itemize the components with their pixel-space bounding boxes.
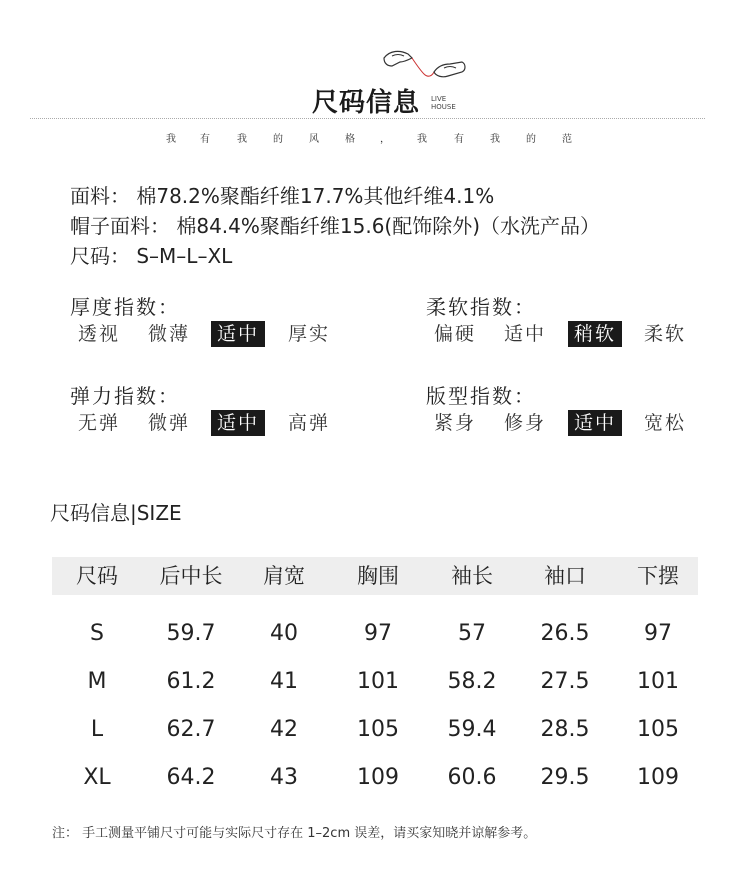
slogan-char: 有 (200, 134, 210, 145)
page-title: 尺码信息 (312, 88, 421, 118)
table-cell: 105 (357, 717, 399, 742)
slogan-char: 我 (237, 134, 247, 145)
slogan-char: 的 (526, 134, 536, 145)
table-cell: 40 (270, 621, 298, 646)
table-cell: 26.5 (540, 621, 590, 646)
table-cell: L (90, 717, 104, 742)
table-cell: 28.5 (540, 717, 590, 742)
slogan-char: 格 (345, 134, 355, 145)
table-cell: 109 (637, 765, 679, 790)
softness-option: 适中 (504, 323, 547, 345)
table-cell: M (87, 669, 107, 694)
table-cell: 59.7 (166, 621, 216, 646)
slogan-char: 风 (309, 134, 319, 145)
table-cell: 97 (644, 621, 672, 646)
elasticity-option: 高弹 (288, 412, 331, 434)
table-cell: 61.2 (166, 669, 216, 694)
table-cell: 27.5 (540, 669, 590, 694)
fit-option-selected: 适中 (568, 410, 622, 436)
elasticity-option: 无弹 (78, 412, 121, 434)
slogan-char: 范 (562, 134, 572, 145)
thickness-option: 透视 (78, 323, 121, 345)
fit-option: 修身 (504, 412, 547, 434)
column-header: 袖口 (544, 564, 586, 588)
table-cell: 109 (357, 765, 399, 790)
thickness-index-title: 厚度指数： (70, 295, 180, 319)
measurement-note: 注： 手工测量平铺尺寸可能与实际尺寸存在 1–2cm 误差，请买家知晓并谅解参考。 (52, 826, 537, 841)
thickness-option: 微薄 (148, 323, 191, 345)
table-cell: 42 (270, 717, 298, 742)
fit-index-title: 版型指数： (426, 384, 536, 408)
slogan-char: 有 (454, 134, 464, 145)
fit-option: 宽松 (644, 412, 687, 434)
table-cell: 105 (637, 717, 679, 742)
table-cell: S (90, 621, 104, 646)
column-header: 尺码 (76, 564, 118, 588)
slogan-char: 的 (273, 134, 283, 145)
slogan-char: 我 (417, 134, 427, 145)
table-cell: 62.7 (166, 717, 216, 742)
table-cell: 41 (270, 669, 298, 694)
thickness-option-selected: 适中 (211, 321, 265, 347)
elasticity-option-selected: 适中 (211, 410, 265, 436)
column-header: 胸围 (357, 564, 399, 588)
softness-index-title: 柔软指数： (426, 295, 536, 319)
table-cell: 97 (364, 621, 392, 646)
table-cell: 101 (357, 669, 399, 694)
column-header: 袖长 (451, 564, 493, 588)
table-cell: 29.5 (540, 765, 590, 790)
size-table-header (52, 557, 698, 595)
table-cell: 57 (458, 621, 486, 646)
slogan-char: ， (380, 134, 390, 145)
header (0, 0, 750, 150)
table-cell: 58.2 (447, 669, 497, 694)
softness-option-selected: 稍软 (568, 321, 622, 347)
slogan-char: 我 (166, 134, 176, 145)
size-range: 尺码： S–M–L–XL (70, 244, 233, 268)
logo-text: LIVE HOUSE (431, 95, 456, 111)
fit-option: 紧身 (434, 412, 477, 434)
softness-option: 偏硬 (434, 323, 477, 345)
hood-fabric-composition: 帽子面料： 棉84.4%聚酯纤维15.6(配饰除外)（水洗产品） (70, 214, 601, 238)
column-header: 下摆 (637, 564, 679, 588)
column-header: 肩宽 (263, 564, 305, 588)
size-table-title: 尺码信息|SIZE (50, 501, 182, 525)
dotted-divider (30, 118, 705, 119)
slogan-char: 我 (490, 134, 500, 145)
elasticity-index-title: 弹力指数： (70, 384, 180, 408)
table-cell: 64.2 (166, 765, 216, 790)
column-header: 后中长 (159, 564, 223, 588)
fabric-composition: 面料： 棉78.2%聚酯纤维17.7%其他纤维4.1% (70, 184, 495, 208)
thickness-option: 厚实 (288, 323, 331, 345)
softness-option: 柔软 (644, 323, 687, 345)
table-cell: 101 (637, 669, 679, 694)
table-cell: 59.4 (447, 717, 497, 742)
table-cell: 43 (270, 765, 298, 790)
table-cell: 60.6 (447, 765, 497, 790)
elasticity-option: 微弹 (148, 412, 191, 434)
table-cell: XL (83, 765, 111, 790)
